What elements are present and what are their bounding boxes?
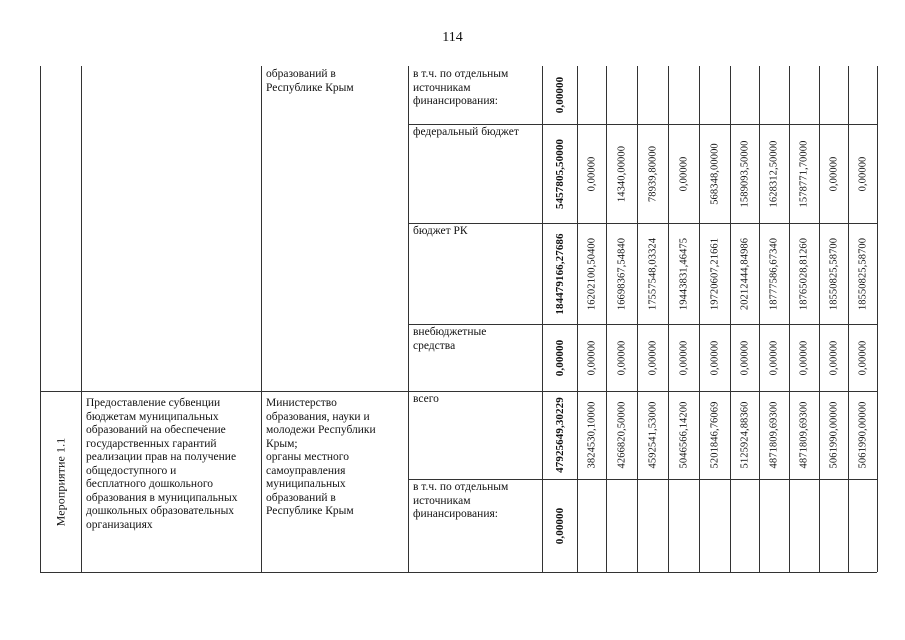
year-value: 78939,80000 [647,145,658,202]
year-value: 18765028,81260 [798,237,810,310]
funding-source-label: бюджет РК [413,225,468,237]
year-value: 0,00000 [828,156,839,191]
measure-description: Предоставление субвенции бюджетам муниципальных образований на обеспечение государственных гарантий реализации прав на получение общедоступного и бесплатного дошкольного образования в муниципальных дошкольных образовательных организациях [86,397,238,531]
column-divider [789,66,790,572]
total-value: 184479166,27686 [553,232,566,315]
funding-source-label: в т.ч. по отдельным источникам финансирования: [413,68,509,107]
column-divider [542,66,543,572]
year-value: 4266820,50000 [616,401,627,469]
column-divider [81,66,82,572]
section-divider [41,391,877,392]
total-value: 0,00000 [553,339,566,376]
total-value: 5457805,50000 [553,138,566,209]
year-value: 17557548,03324 [647,237,658,310]
year-value: 4871809,69300 [768,401,780,469]
funding-source-label: федеральный бюджет [413,126,519,138]
row-divider [408,223,877,224]
year-value: 14340,00000 [616,145,627,202]
column-divider [819,66,820,572]
year-value: 1578771,70000 [798,140,810,207]
column-divider [699,66,700,572]
year-value: 19720607,21661 [709,237,720,310]
row-divider [408,124,877,125]
year-value: 1628312,50000 [768,140,780,207]
budget-table [40,66,877,573]
column-divider [668,66,669,572]
column-divider [848,66,849,572]
column-divider [759,66,760,572]
year-value: 0,00000 [586,156,597,191]
year-value: 0,00000 [739,340,750,375]
year-value: 1589093,50000 [739,140,750,207]
column-divider [877,66,878,572]
funding-source-label: в т.ч. по отдельным источникам финансирования: [413,481,509,520]
row-divider [408,479,877,480]
year-value: 16202100,50400 [586,237,597,310]
column-divider [637,66,638,572]
page-number: 114 [442,30,463,45]
year-value: 0,00000 [709,340,720,375]
year-value: 568348,00000 [709,142,720,205]
year-value: 5046566,14200 [678,401,689,469]
total-value: 0,00000 [553,507,566,544]
column-divider [408,66,409,572]
year-value: 20212444,84986 [739,237,750,310]
year-value: 5061990,00000 [828,401,839,469]
year-value: 4592541,53000 [647,401,658,469]
year-value: 3824530,10000 [586,401,597,469]
funding-source-label: всего [413,393,439,405]
year-value: 19443831,46475 [678,237,689,310]
year-value: 0,00000 [678,156,689,191]
year-value: 18550825,58700 [857,237,868,310]
year-value: 16698367,54840 [616,237,627,310]
year-value: 0,00000 [828,340,839,375]
year-value: 0,00000 [586,340,597,375]
funding-source-label: внебюджетные средства [413,326,487,352]
year-value: 0,00000 [857,340,868,375]
municipality-text: образований в Республике Крым [266,68,354,94]
year-value: 5061990,00000 [857,401,868,469]
row-divider [408,324,877,325]
year-value: 18777586,67340 [768,237,780,310]
year-value: 5125924,88360 [739,401,750,469]
year-value: 18550825,58700 [828,237,839,310]
year-value: 0,00000 [678,340,689,375]
column-divider [730,66,731,572]
year-value: 0,00000 [616,340,627,375]
year-value: 4871809,69300 [798,401,810,469]
year-value: 0,00000 [647,340,658,375]
year-value: 0,00000 [798,340,810,375]
measure-label: Мероприятие 1.1 [53,437,68,526]
year-value: 5201846,76069 [709,401,720,469]
executor-text: Министерство образования, науки и молодежи Республики Крым; органы местного самоуправления муниципальных образований в Республике Крым [266,397,376,517]
year-value: 0,00000 [768,340,780,375]
column-divider [577,66,578,572]
total-value: 0,00000 [553,76,566,114]
year-value: 0,00000 [857,156,868,191]
column-divider [606,66,607,572]
total-value: 47925649,30229 [553,397,566,473]
column-divider [261,66,262,572]
